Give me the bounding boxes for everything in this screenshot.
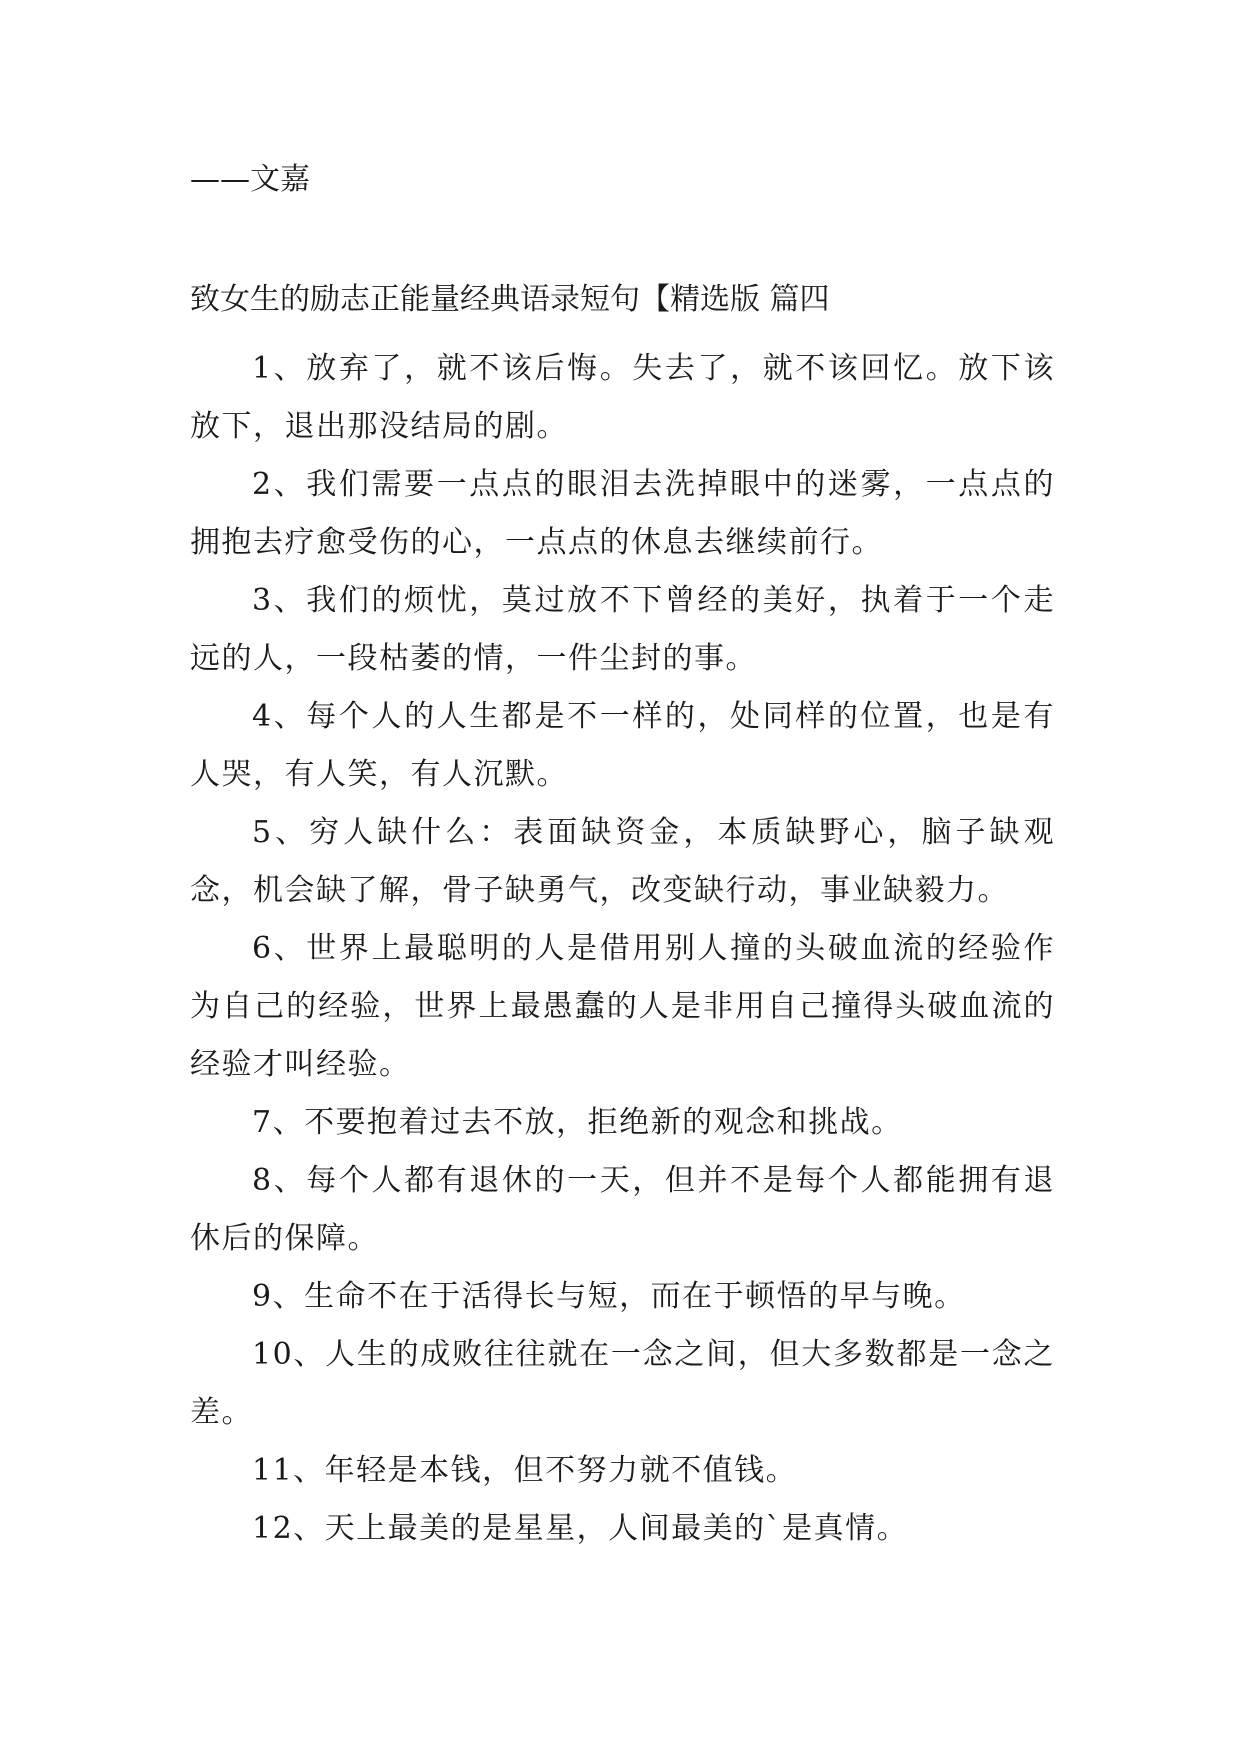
quote-item-3: 3、我们的烦忧，莫过放不下曾经的美好，执着于一个走远的人，一段枯萎的情，一件尘封的事。 (190, 583, 1055, 676)
quote-item-8: 8、每个人都有退休的一天，但并不是每个人都能拥有退休后的保障。 (190, 1163, 1055, 1256)
quote-attribution: ——文嘉 (190, 162, 310, 197)
quote-item-7: 7、不要抱着过去不放，拒绝新的观念和挑战。 (252, 1105, 903, 1140)
quote-item-1: 1、放弃了，就不该后悔。失去了，就不该回忆。放下该放下，退出那没结局的剧。 (190, 351, 1055, 444)
quote-item-4: 4、每个人的人生都是不一样的，处同样的位置，也是有人哭，有人笑，有人沉默。 (190, 699, 1055, 792)
quote-item-11: 11、年轻是本钱，但不努力就不值钱。 (252, 1453, 798, 1488)
section-title: 致女生的励志正能量经典语录短句【精选版 篇四 (190, 282, 830, 317)
quote-item-12: 12、天上最美的是星星，人间最美的`是真情。 (252, 1511, 909, 1546)
quote-item-2: 2、我们需要一点点的眼泪去洗掉眼中的迷雾，一点点的拥抱去疗愈受伤的心，一点点的休息去继续前行。 (190, 467, 1055, 560)
quote-list (190, 340, 1055, 1558)
quote-item-9: 9、生命不在于活得长与短，而在于顿悟的早与晚。 (252, 1279, 966, 1314)
quote-item-6: 6、世界上最聪明的人是借用别人撞的头破血流的经验作为自己的经验，世界上最愚蠢的人是非用自己撞得头破血流的经验才叫经验。 (190, 931, 1055, 1082)
quote-item-10: 10、人生的成败往往就在一念之间，但大多数都是一念之差。 (190, 1337, 1055, 1430)
quote-item-5: 5、穷人缺什么：表面缺资金，本质缺野心，脑子缺观念，机会缺了解，骨子缺勇气，改变缺行动，事业缺毅力。 (190, 815, 1055, 908)
